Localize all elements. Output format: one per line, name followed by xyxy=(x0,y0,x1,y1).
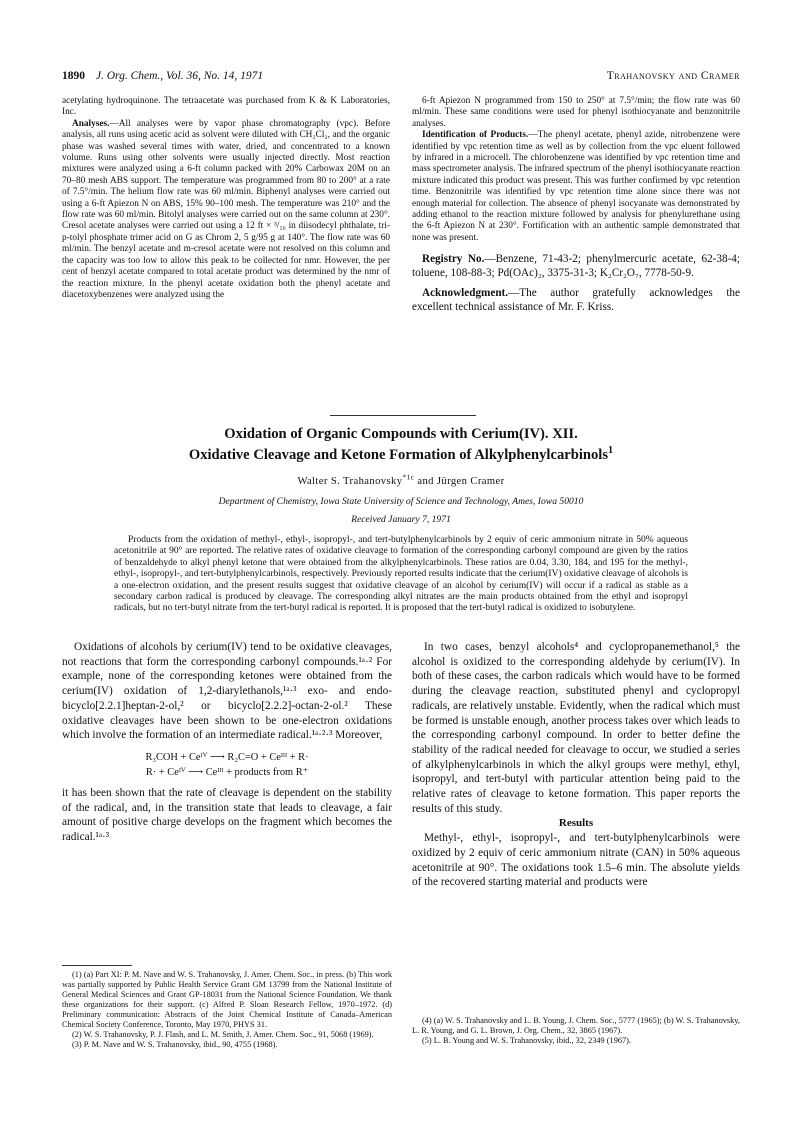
paragraph: Oxidations of alcohols by cerium(IV) tend to be oxidative cleavages, not reactions that form the corresponding carbonyl compounds.¹ᵃ·² For example, none of the corresponding ketones were obtained from the cerium(IV) oxidation of 1,2-diarylethanols,¹ᵃ·³ exo- and endo-bicyclo[2.2.1]heptan-2-ol,² or bicyclo[2.2.2]-octan-2-ol.² These oxidative cleavages have been shown to be one-electron oxidations which involve the formation of an intermediate radical.¹ᵃ·²·³ Moreover, xyxy=(62,641,392,742)
footnote: (5) L. B. Young and W. S. Trahanovsky, ibid., 32, 2349 (1967). xyxy=(422,1036,631,1045)
footnotes-left xyxy=(62,965,392,1050)
equation: R₃COH + Ceᴵⱽ ⟶ R₂C=O + Ceᴵᴵᴵ + R· xyxy=(145,751,309,763)
affiliation: Department of Chemistry, Iowa State University of Science and Technology, Ames, Iowa 50010 xyxy=(218,496,584,507)
running-authors: Trahanovsky and Cramer xyxy=(606,70,740,82)
paragraph: Methyl-, ethyl-, isopropyl-, and tert-butylphenylcarbinols were oxidized by 2 equiv of ceric ammonium nitrate (CAN) in 50% aqueous acetonitrile at 90°. The oxidations took 1.5–6 min. The absolute yields of the recovered starting material and products were xyxy=(412,832,740,889)
author-line xyxy=(62,472,740,487)
acknowledgment xyxy=(412,286,740,314)
previous-article-left-column xyxy=(62,96,390,301)
journal-citation: J. Org. Chem., Vol. 36, No. 14, 1971 xyxy=(95,70,264,82)
article-title-line-2 xyxy=(62,447,740,464)
received-date: Received January 7, 1971 xyxy=(351,514,451,525)
paragraph xyxy=(412,130,740,244)
author-name: Jürgen Cramer xyxy=(436,476,505,487)
paragraph-text: —All analyses were by vapor phase chromatography (vpc). Before analysis, all runs using acetic acid as solvent were diluted with CH₂Cl₂, and the organic phase was washed several times with water, dried, and concentrated to a known volume. Runs using other solvents were usually injected directly. Most reaction mixtures were analyzed using a 6-ft column packed with 20% Carbowax 20M on an 70–80 mesh ABS support. The temperature was programmed from 80 to 200° at a rate of 7.5°/min. The helium flow rate was 60 ml/min. Biphenyl analyses were carried out using a 6-ft Apiezon N on ABS, 15% 90–100 mesh. The temperature was 210° and the flow rate was 60 ml/min. Bitolyl analyses were carried out on the same column at 230°. Cresol acetate analyses were carried out using a 12 ft × ³/₁₆ in diisodecyl phthalate, tri-p-tolyl phosphate trimer acid on G as Chrom 2, 5 g/95 g at 140°. The flow rate was 60 ml/min. The benzyl acetate and m-cresol acetate were not resolved on this column and the capacity was too low to allow this peak to be collected for nmr. However, the per cent of benzyl acetate compared to total acetate product was determined by the nmr of the reaction mixture. In the phenyl acetate oxidation both the phenyl acetate and diacetoxybenzenes were analyzed using the xyxy=(62,118,390,300)
run-in-heading: Registry No. xyxy=(422,253,485,266)
footnote: (4) (a) W. S. Trahanovsky and L. B. Young, J. Chem. Soc., 5777 (1965); (b) W. S. Trahanovsky, L. R. Young, and G. L. Brown, J. Org. Chem., 32, 3865 (1967). xyxy=(412,1016,740,1035)
paragraph-text: —Benzene, 71-43-2; phenylmercuric acetate, 62-38-4; toluene, 108-88-3; Pd(OAc)₂, 3375-31-3; K₂Cr₂O₇, 7778-50-9. xyxy=(412,253,741,280)
paragraph: acetylating hydroquinone. The tetraacetate was purchased from K & K Laboratories, Inc. xyxy=(62,96,390,118)
footnote: (3) P. M. Nave and W. S. Trahanovsky, ibid., 90, 4755 (1968). xyxy=(72,1040,278,1049)
paragraph-text: —The author gratefully acknowledges the excellent technical assistance of Mr. F. Kriss. xyxy=(412,287,740,314)
title-text: Oxidative Cleavage and Ketone Formation of Alkylphenylcarbinols xyxy=(188,447,609,463)
footnote: (1) (a) Part XI: P. M. Nave and W. S. Trahanovsky, J. Amer. Chem. Soc., in press. (b) This work was partially supported by Public Health Service Grant GM 13799 from the National Institute of General Medical Sciences and Grant GP-18031 from the National Science Foundation. We thank these organizations for their support. (c) Alfred P. Sloan Research Fellow, 1970–1972. (d) Preliminary communication: Abstracts of the Joint Chemical Institute of Canada–American Chemical Society Conference, Toronto, May 1970, PHYS 31. xyxy=(62,970,392,1029)
equation: R· + Ceᴵⱽ ⟶ Ceᴵᴵᴵ + products from R⁺ xyxy=(145,766,309,778)
footnote: (2) W. S. Trahanovsky, P. J. Flash, and L. M. Smith, J. Amer. Chem. Soc., 91, 5068 (1969). xyxy=(72,1030,374,1039)
article-body-right-column xyxy=(412,640,740,890)
section-divider xyxy=(330,415,476,416)
registry-numbers xyxy=(412,252,740,280)
section-heading: Results xyxy=(558,817,594,830)
article-body-left-column xyxy=(62,640,392,845)
author-name: Walter S. Trahanovsky xyxy=(297,476,403,487)
article-title-line-1: Oxidation of Organic Compounds with Cerium(IV). XII. xyxy=(224,426,578,442)
run-in-heading: Acknowledgment. xyxy=(422,287,509,300)
footnote-rule xyxy=(62,965,132,966)
paragraph: 6-ft Apiezon N programmed from 150 to 250° at 7.5°/min; the flow rate was 60 ml/min. These same conditions were used for phenyl isothiocyanate and benzonitrile analyses. xyxy=(412,96,740,129)
run-in-heading: Analyses. xyxy=(72,118,110,129)
paragraph-text: —The phenyl acetate, phenyl azide, nitrobenzene were identified by vpc retention time as well as by collection from the vpc eluent followed by infrared in a microcell. The chlorobenzene was identified by vpc retention time and mass spectrometer analysis. The infrared spectrum of the phenyl isothiocyanate reaction mixture indicated this product was present. This was further confirmed by vpc retention time. Benzonitrile was identified by vpc retention time alone since there was not enough material for collection. The absence of phenyl isocyanate was demonstrated by adding ethanol to the reaction mixture followed by analysis for phenylurethane using the 6-ft Apiezon N at 230°. Fortification with an authentic sample demonstrated that none was present. xyxy=(412,130,741,243)
reaction-equations xyxy=(62,750,392,780)
footnotes-right xyxy=(412,1016,740,1046)
run-in-heading: Identification of Products. xyxy=(422,130,529,141)
page-number: 1890 xyxy=(62,70,85,82)
previous-article-right-column xyxy=(412,96,740,314)
paragraph: In two cases, benzyl alcohols⁴ and cyclopropanemethanol,⁵ the alcohol is oxidized to the corresponding aldehyde by cerium(IV). In both of these cases, the carbon radicals which would have to be formed during the cleavage reaction, substituted phenyl and cyclopropyl radicals, are relatively unstable. Evidently, when the radical which must be formed is unstable enough, another process takes over which leads to the corresponding carbonyl compound. In order to better define the stability of the radical needed for cleavage to occur, we studied a series of alkylphenylcarbinols in which the alkyl groups were methyl, ethyl, isopropyl, and tert-butyl with particular attention being paid to the relative rates of cleavage to ketone formation. This paper reports the results of this study. xyxy=(412,641,740,815)
author-footnote-marker: *1c xyxy=(402,472,415,482)
paragraph: it has been shown that the rate of cleavage is dependent on the stability of the radical, and, in the transition state that leads to cleavage, a fair amount of positive charge develops on the fragment which becomes the radical.¹ᵃ·³ xyxy=(62,786,392,844)
paragraph xyxy=(62,119,390,302)
running-header xyxy=(62,70,740,86)
abstract: Products from the oxidation of methyl-, ethyl-, isopropyl-, and tert-butylphenylcarbinols by 2 equiv of ceric ammonium nitrate in 50% aqueous acetonitrile at 90° are reported. The relative rates of oxidative cleavage to formation of the corresponding carbonyl compound are given by the ratios of benzaldehyde to alkyl phenyl ketone that were obtained from the alkylphenylcarbinols. These ratios are 0.04, 3.30, 184, and 195 for the methyl-, ethyl-, isopropyl-, and tert-butylphenylcarbinols, respectively. Previously reported results indicate that the cerium(IV) oxidative cleavage of alcohols is a one-electron oxidation, and the present results suggest that oxidative cleavage of an alcohol by cerium(IV) will occur if a radical as stable as a secondary carbon radical is produced by cleavage. The corresponding alkyl nitrates are the main products obtained from the ethyl and isopropyl radicals, but no tert-butyl nitrate from the tert-butyl radical is reported. It is proposed that the tert-butyl radical is oxidized to isobutylene. xyxy=(114,535,688,614)
title-footnote-marker: 1 xyxy=(608,445,614,457)
header-left xyxy=(62,70,263,82)
author-conjunction: and xyxy=(414,476,437,487)
